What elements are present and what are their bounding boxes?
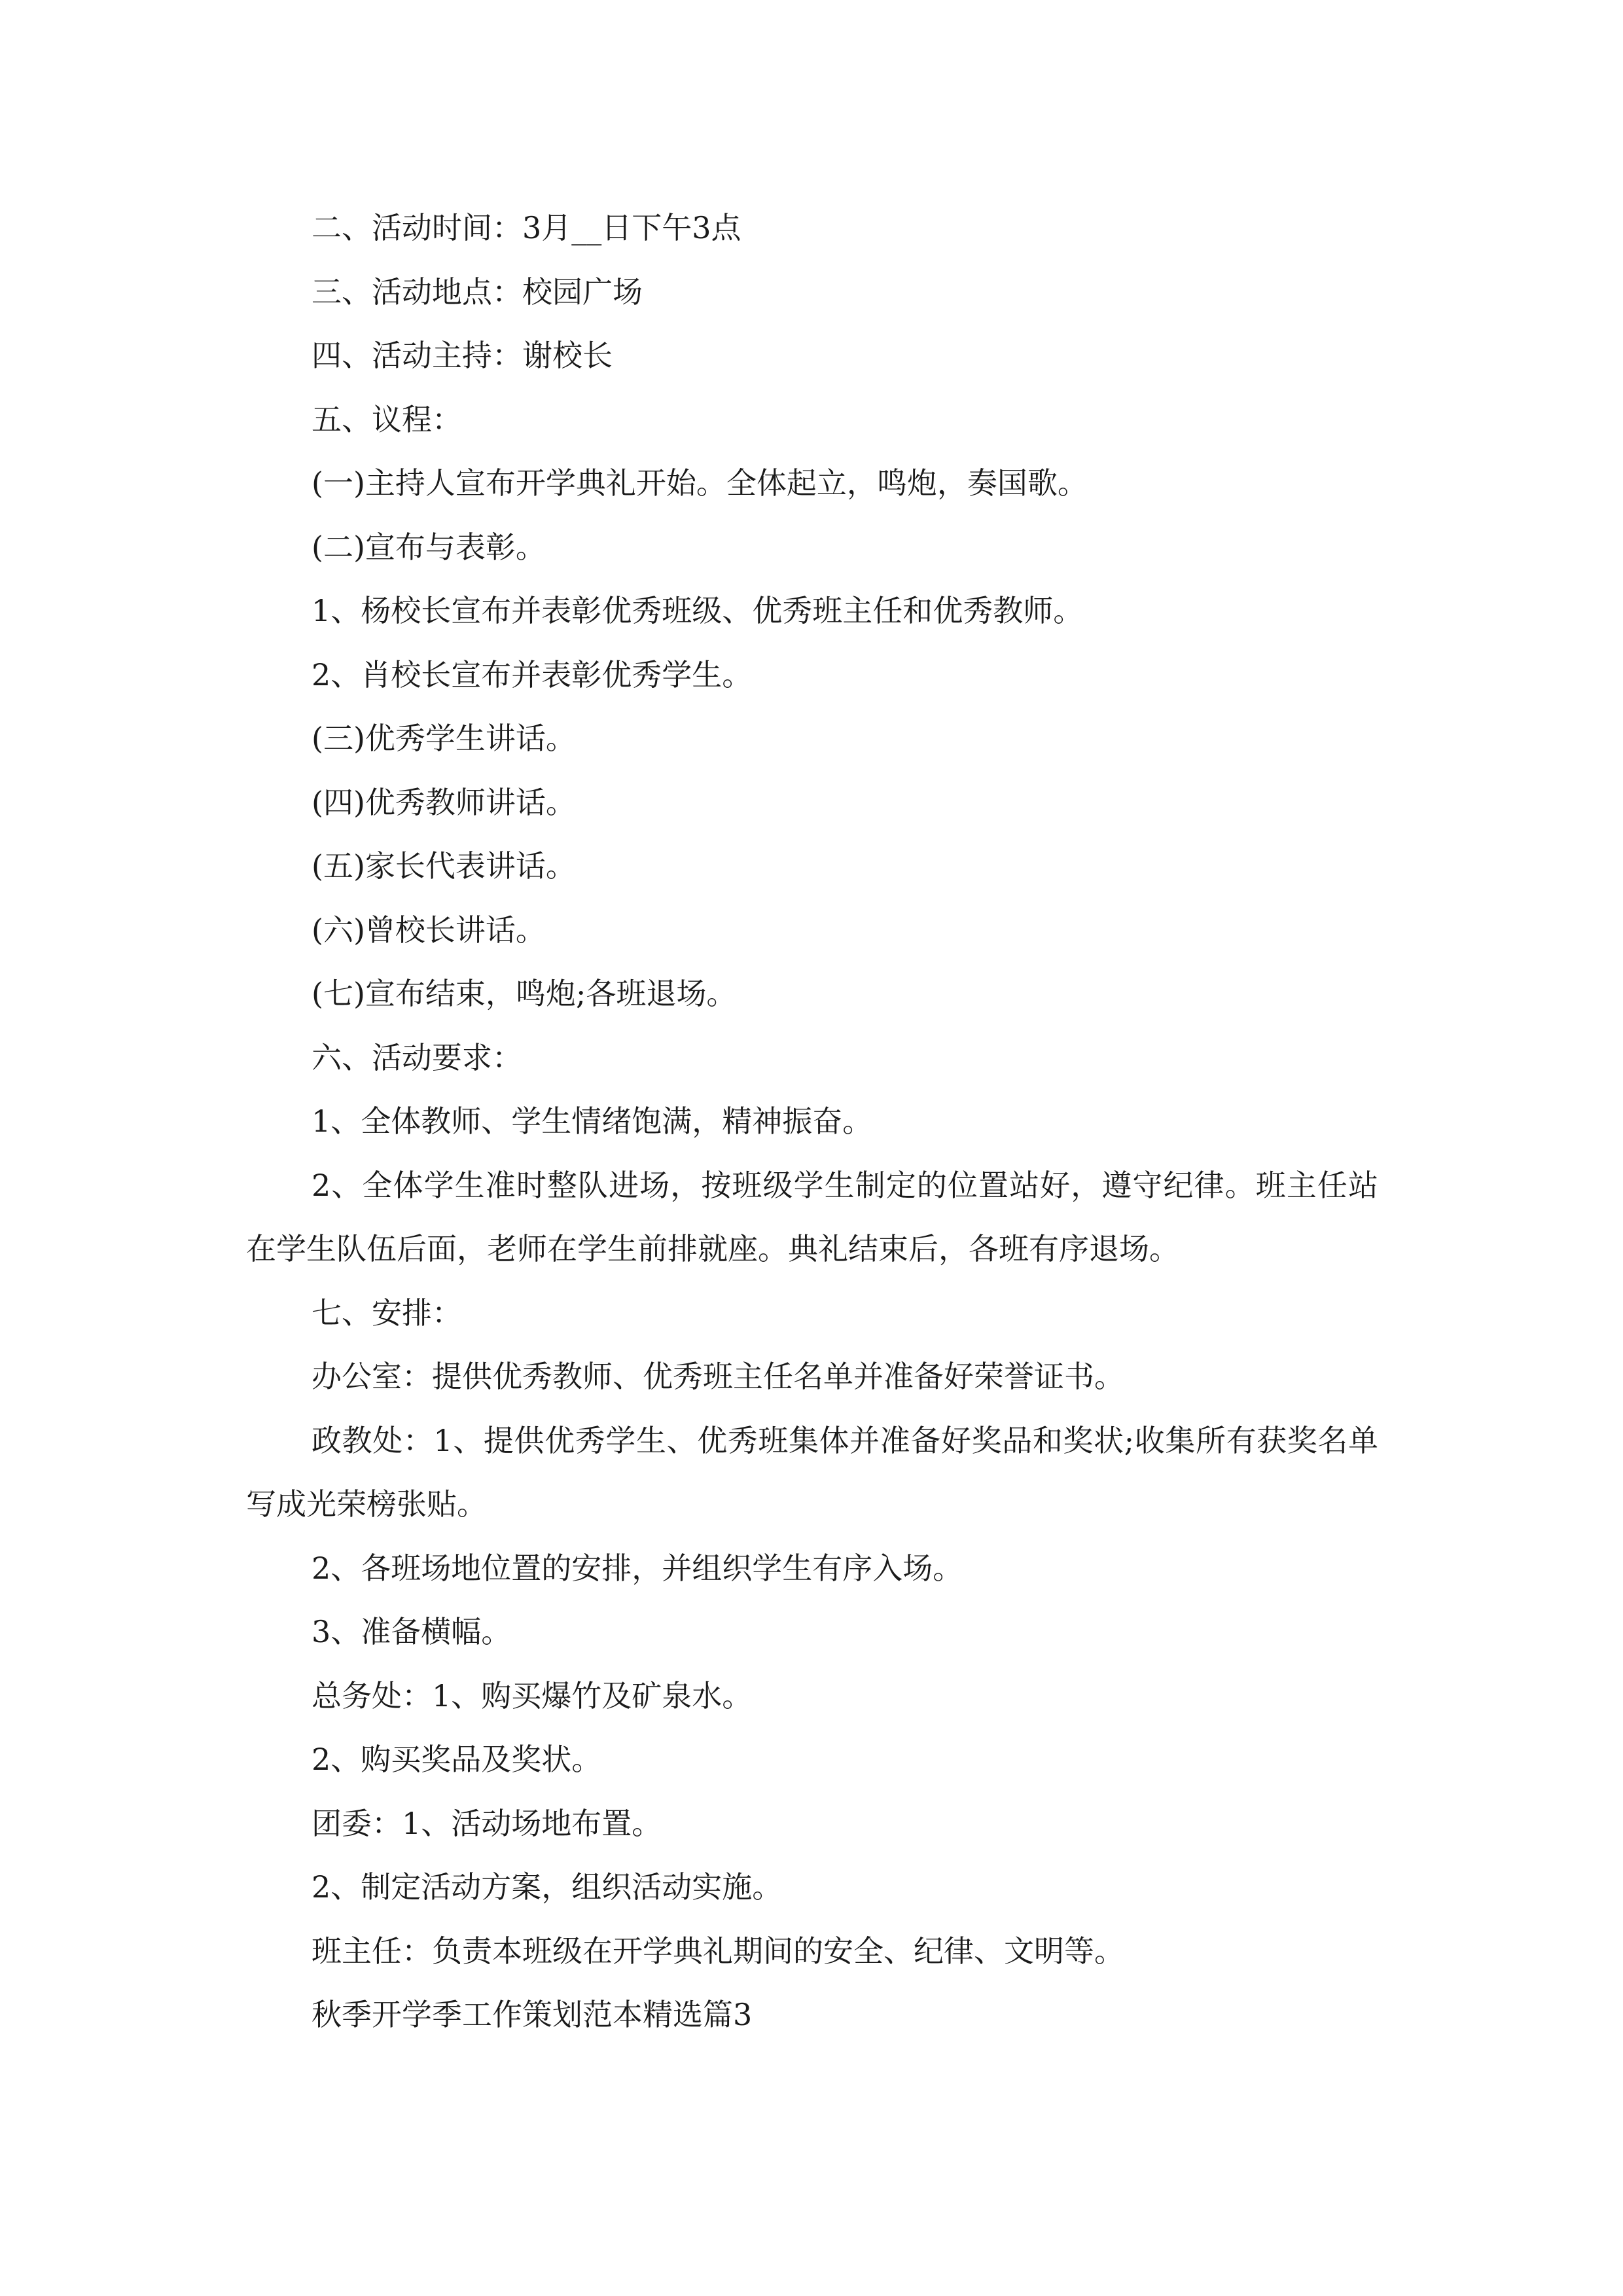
arrangement-political-education-2: 2、各班场地位置的安排，并组织学生有序入场。 [312, 1550, 963, 1586]
section-title-part-3: 秋季开学季工作策划范本精选篇3 [312, 1997, 753, 2032]
agenda-item-2: (二)宣布与表彰。 [312, 529, 546, 565]
document-body [246, 196, 1378, 2047]
requirement-1: 1、全体教师、学生情绪饱满，精神振奋。 [312, 1103, 873, 1139]
arrangement-class-teacher: 班主任：负责本班级在开学典礼期间的安全、纪律、文明等。 [312, 1933, 1124, 1969]
agenda-item-7: (七)宣布结束，鸣炮;各班退场。 [312, 976, 737, 1011]
arrangement-youth-league-2: 2、制定活动方案，组织活动实施。 [312, 1869, 783, 1905]
arrangement-youth-league: 团委：1、活动场地布置。 [312, 1805, 662, 1841]
agenda-item-3: (三)优秀学生讲话。 [312, 721, 576, 756]
paragraph-activity-location: 三、活动地点：校园广场 [312, 274, 643, 310]
agenda-item-1: (一)主持人宣布开学典礼开始。全体起立，鸣炮，奏国歌。 [312, 465, 1088, 501]
paragraph-activity-host: 四、活动主持：谢校长 [312, 338, 613, 373]
agenda-item-6: (六)曾校长讲话。 [312, 912, 546, 948]
requirement-2: 2、全体学生准时整队进场，按班级学生制定的位置站好，遵守纪律。班主任站在学生队伍后面，老师在学生前排就座。典礼结束后，各班有序退场。 [246, 1167, 1378, 1266]
arrangement-political-education: 政教处：1、提供优秀学生、优秀班集体并准备好奖品和奖状;收集所有获奖名单写成光荣榜张贴。 [246, 1422, 1378, 1522]
paragraph-activity-time: 二、活动时间：3月__日下午3点 [312, 210, 741, 245]
arrangement-office: 办公室：提供优秀教师、优秀班主任名单并准备好荣誉证书。 [312, 1359, 1124, 1394]
agenda-item-4: (四)优秀教师讲话。 [312, 784, 576, 820]
heading-requirements: 六、活动要求： [312, 1039, 522, 1075]
arrangement-general-affairs-2: 2、购买奖品及奖状。 [312, 1742, 602, 1777]
agenda-item-2-sub-2: 2、肖校长宣布并表彰优秀学生。 [312, 656, 753, 692]
arrangement-general-affairs: 总务处：1、购买爆竹及矿泉水。 [312, 1677, 753, 1713]
agenda-item-2-sub-1: 1、杨校长宣布并表彰优秀班级、优秀班主任和优秀教师。 [312, 593, 1084, 628]
arrangement-political-education-3: 3、准备横幅。 [312, 1614, 512, 1649]
heading-arrangements: 七、安排： [312, 1295, 462, 1331]
agenda-item-5: (五)家长代表讲话。 [312, 848, 576, 884]
heading-agenda: 五、议程： [312, 401, 462, 437]
